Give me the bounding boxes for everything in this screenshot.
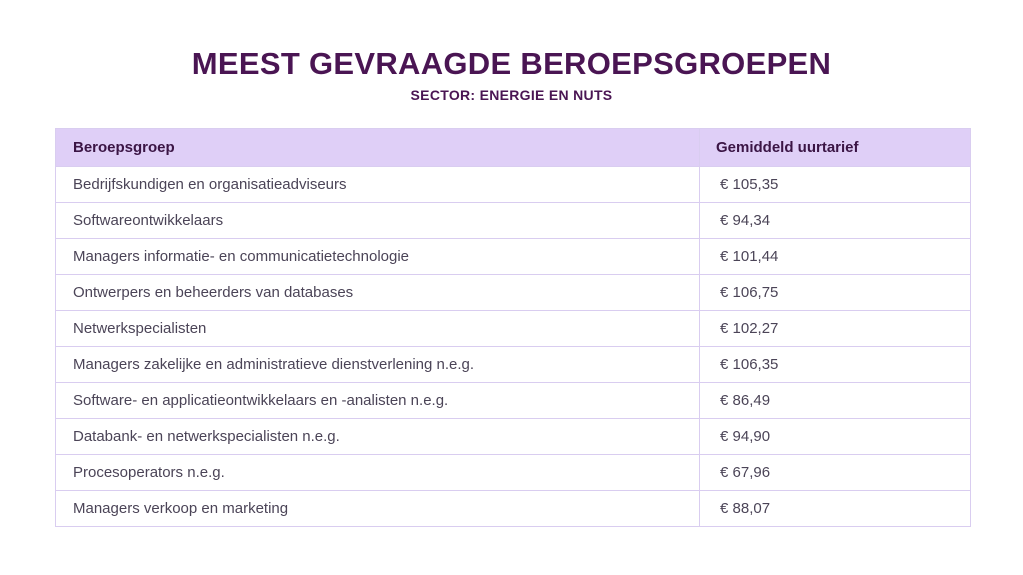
table-row	[56, 203, 971, 239]
occupation-cell: Netwerkspecialisten	[56, 311, 700, 347]
occupation-cell: Databank- en netwerkspecialisten n.e.g.	[56, 419, 700, 455]
table-row	[56, 275, 971, 311]
table-row	[56, 167, 971, 203]
rate-cell: € 94,34	[700, 203, 971, 239]
table-header-row	[56, 129, 971, 167]
rate-cell: € 86,49	[700, 383, 971, 419]
occupation-cell: Softwareontwikkelaars	[56, 203, 700, 239]
occupation-cell: Managers verkoop en marketing	[56, 491, 700, 527]
occupation-cell: Procesoperators n.e.g.	[56, 455, 700, 491]
rate-cell: € 105,35	[700, 167, 971, 203]
occupation-cell: Managers zakelijke en administratieve dienstverlening n.e.g.	[56, 347, 700, 383]
rate-cell: € 94,90	[700, 419, 971, 455]
table-row	[56, 455, 971, 491]
table-row	[56, 419, 971, 455]
occupation-cell: Ontwerpers en beheerders van databases	[56, 275, 700, 311]
rate-cell: € 106,35	[700, 347, 971, 383]
table-row	[56, 239, 971, 275]
rate-cell: € 106,75	[700, 275, 971, 311]
table-row	[56, 347, 971, 383]
occupation-cell: Bedrijfskundigen en organisatieadviseurs	[56, 167, 700, 203]
rate-cell: € 101,44	[700, 239, 971, 275]
rate-cell: € 102,27	[700, 311, 971, 347]
rate-cell: € 88,07	[700, 491, 971, 527]
occupation-cell: Software- en applicatieontwikkelaars en -analisten n.e.g.	[56, 383, 700, 419]
rate-cell: € 67,96	[700, 455, 971, 491]
page-title: MEEST GEVRAAGDE BEROEPSGROEPEN	[191, 46, 832, 81]
table-row	[56, 311, 971, 347]
occupation-rates-table	[55, 128, 971, 527]
page-subtitle: SECTOR: ENERGIE EN NUTS	[410, 87, 613, 103]
table-row	[56, 383, 971, 419]
occupation-cell: Managers informatie- en communicatietechnologie	[56, 239, 700, 275]
table-row	[56, 491, 971, 527]
column-header-uurtarief: Gemiddeld uurtarief	[700, 129, 971, 167]
column-header-beroepsgroep: Beroepsgroep	[56, 129, 700, 167]
